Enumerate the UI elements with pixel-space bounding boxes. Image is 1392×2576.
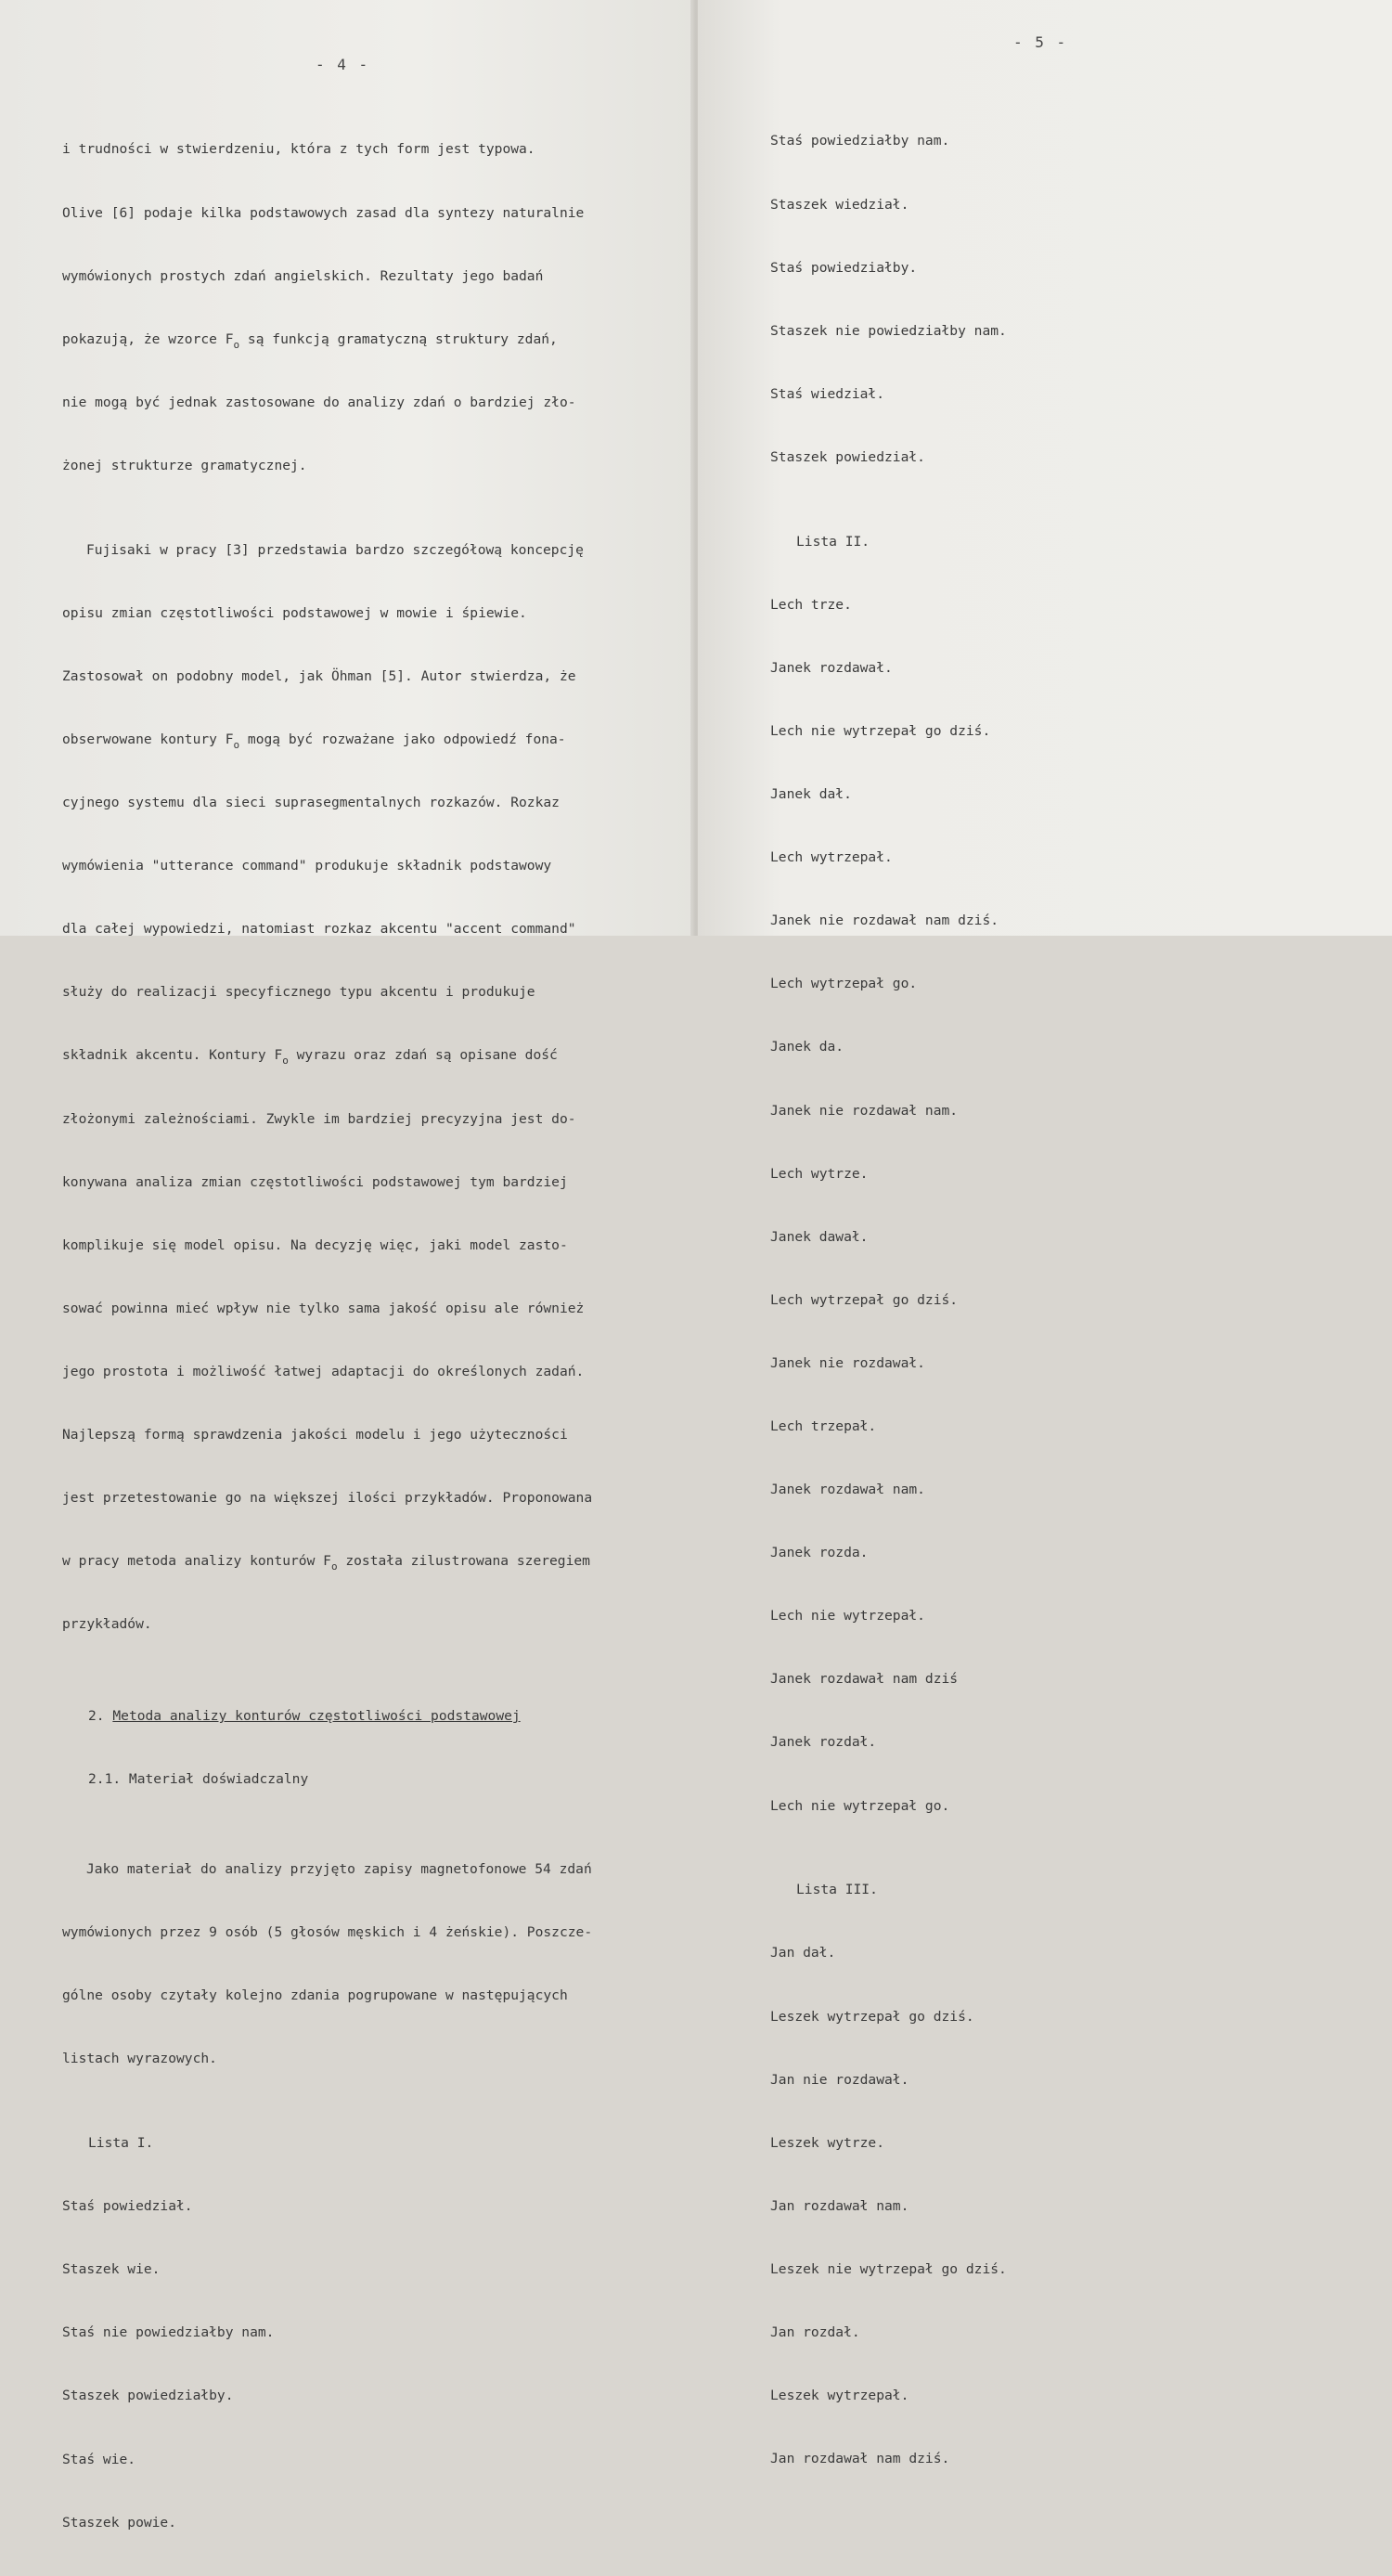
text-line: wymówionych przez 9 osób (5 głosów męskich i 4 żeńskie). Poszcze- xyxy=(62,1924,593,1941)
list-item: Janek nie rozdawał nam. xyxy=(770,1102,959,1119)
text-line: przykładów. xyxy=(62,1616,152,1633)
list-item: Staś powiedział. xyxy=(62,2198,193,2215)
list-item: Leszek nie wytrzepał go dziś. xyxy=(770,2260,1007,2277)
list-item: Lech nie wytrzepał go dziś. xyxy=(770,722,991,739)
list-item: Leszek wytrzepał. xyxy=(770,2388,909,2404)
list-item: Staś wiedział. xyxy=(770,385,885,402)
list-item: Staszek wiedział. xyxy=(770,196,909,213)
text-line: złożonymi zależnościami. Zwykle im bardziej precyzyjna jest do- xyxy=(62,1110,576,1127)
text-line: listach wyrazowych. xyxy=(62,2051,217,2067)
list-item: Janek da. xyxy=(770,1039,844,1055)
left-page-text xyxy=(62,97,628,2576)
list-item: Staś wie. xyxy=(62,2451,136,2467)
list-item: Staszek powiedział. xyxy=(770,448,925,465)
list-item: Staszek powiedziałby. xyxy=(62,2388,234,2404)
text-line xyxy=(62,1045,628,1067)
list-title: Lista II. xyxy=(796,533,870,550)
subscript: o xyxy=(282,1055,289,1068)
list-item: Jan dał. xyxy=(770,1945,836,1961)
list-item: Lech wytrzepał. xyxy=(770,849,893,866)
text-line: żonej strukturze gramatycznej. xyxy=(62,457,307,473)
text-line: jego prostota i możliwość łatwej adaptacji do określonych zadań. xyxy=(62,1363,585,1379)
subscript: o xyxy=(233,738,240,751)
text-line: konywana analiza zmian częstotliwości podstawowej tym bardziej xyxy=(62,1173,568,1190)
text-line: dla całej wypowiedzi, natomiast rozkaz akcentu "accent command" xyxy=(62,921,576,938)
text-segment: została zilustrowana szeregiem xyxy=(337,1553,590,1570)
list-item: Staszek wie. xyxy=(62,2261,161,2278)
list-item: Janek rozdawał nam dziś xyxy=(770,1671,959,1688)
list-item: Janek nie rozdawał. xyxy=(770,1354,925,1371)
text-line xyxy=(62,330,628,351)
list-item: Lech wytrzepał go. xyxy=(770,976,918,992)
text-segment: wyrazu oraz zdań są opisane dość xyxy=(288,1047,558,1064)
text-line: komplikuje się model opisu. Na decyzję więc, jaki model zasto- xyxy=(62,1236,568,1253)
list-title: Lista III. xyxy=(796,1882,878,1898)
list-item: Lech wytrze. xyxy=(770,1165,869,1182)
list-item: Janek rozda. xyxy=(770,1545,869,1561)
section-heading xyxy=(62,1706,628,1728)
list-item: Lech trze. xyxy=(770,596,852,613)
text-line xyxy=(62,730,628,751)
list-item: Jan rozdawał nam dziś. xyxy=(770,2451,950,2467)
text-line: jest przetestowanie go na większej ilości przykładów. Proponowana xyxy=(62,1490,593,1507)
right-page-text xyxy=(770,89,1364,2492)
page-number: - 5 - xyxy=(1013,33,1068,51)
list-item: Leszek wytrzepał go dziś. xyxy=(770,2008,974,2025)
list-item: Staszek powie. xyxy=(62,2514,177,2531)
list-title: Lista I. xyxy=(88,2135,154,2152)
subsection-heading: 2.1. Materiał doświadczalny xyxy=(88,1771,309,1788)
left-page xyxy=(0,0,694,2531)
text-segment: w pracy metoda analizy konturów F xyxy=(62,1553,331,1570)
list-item: Lech trzepał. xyxy=(770,1417,877,1434)
section-title: Metoda analizy konturów częstotliwości podstawowej xyxy=(112,1708,521,1725)
text-line: służy do realizacji specyficznego typu akcentu i produkuje xyxy=(62,984,535,1001)
list-item: Staś powiedziałby. xyxy=(770,259,918,276)
list-item: Leszek wytrze. xyxy=(770,2134,885,2151)
list-item: Jan nie rozdawał. xyxy=(770,2071,909,2088)
text-line: i trudności w stwierdzeniu, która z tych form jest typowa. xyxy=(62,141,535,158)
text-segment: pokazują, że wzorce F xyxy=(62,330,234,347)
text-line: cyjnego systemu dla sieci suprasegmentalnych rozkazów. Rozkaz xyxy=(62,795,560,811)
list-item: Janek rozdał. xyxy=(770,1734,877,1751)
list-item: Lech wytrzepał go dziś. xyxy=(770,1291,959,1308)
text-line: gólne osoby czytały kolejno zdania pogrupowane w następujących xyxy=(62,1987,568,2004)
subscript: o xyxy=(330,1560,338,1573)
list-item: Janek rozdawał. xyxy=(770,659,893,676)
list-item: Staś powiedziałby nam. xyxy=(770,133,950,149)
text-line: Jako materiał do analizy przyjęto zapisy magnetofonowe 54 zdań xyxy=(86,1860,592,1877)
list-item: Staszek nie powiedziałby nam. xyxy=(770,322,1007,339)
subscript: o xyxy=(233,338,240,351)
text-line: sować powinna mieć wpływ nie tylko sama jakość opisu ale również xyxy=(62,1300,585,1316)
text-segment: obserwowane kontury F xyxy=(62,731,234,747)
text-line: Olive [6] podaje kilka podstawowych zasad dla syntezy naturalnie xyxy=(62,204,585,221)
text-line: Zastosował on podobny model, jak Öhman [5]. Autor stwierdza, że xyxy=(62,667,576,684)
text-line: nie mogą być jednak zastosowane do analizy zdań o bardziej zło- xyxy=(62,394,576,410)
list-item: Janek dał. xyxy=(770,786,852,803)
list-item: Lech nie wytrzepał. xyxy=(770,1608,925,1625)
text-line xyxy=(62,1551,628,1573)
list-item: Staś nie powiedziałby nam. xyxy=(62,2324,275,2341)
list-item: Janek nie rozdawał nam dziś. xyxy=(770,913,999,929)
list-item: Jan rozdawał nam. xyxy=(770,2197,909,2214)
text-line: opisu zmian częstotliwości podstawowej w mowie i śpiewie. xyxy=(62,604,527,621)
text-segment: są funkcją gramatyczną struktury zdań, xyxy=(239,330,558,347)
list-item: Lech nie wytrzepał go. xyxy=(770,1797,950,1814)
list-item: Janek dawał. xyxy=(770,1228,869,1245)
list-item: Jan rozdał. xyxy=(770,2324,860,2340)
list-item: Janek rozdawał nam. xyxy=(770,1482,925,1498)
text-line: Najlepszą formą sprawdzenia jakości modelu i jego użyteczności xyxy=(62,1426,568,1443)
section-number: 2. xyxy=(88,1708,105,1725)
text-line: wymówionych prostych zdań angielskich. Rezultaty jego badań xyxy=(62,267,544,284)
text-line: wymówienia "utterance command" produkuje składnik podstawowy xyxy=(62,858,552,874)
text-segment: składnik akcentu. Kontury F xyxy=(62,1047,283,1064)
page-number: - 4 - xyxy=(316,56,370,73)
text-segment: mogą być rozważane jako odpowiedź fona- xyxy=(239,731,566,747)
text-line: Fujisaki w pracy [3] przedstawia bardzo szczegółową koncepcję xyxy=(86,541,584,558)
